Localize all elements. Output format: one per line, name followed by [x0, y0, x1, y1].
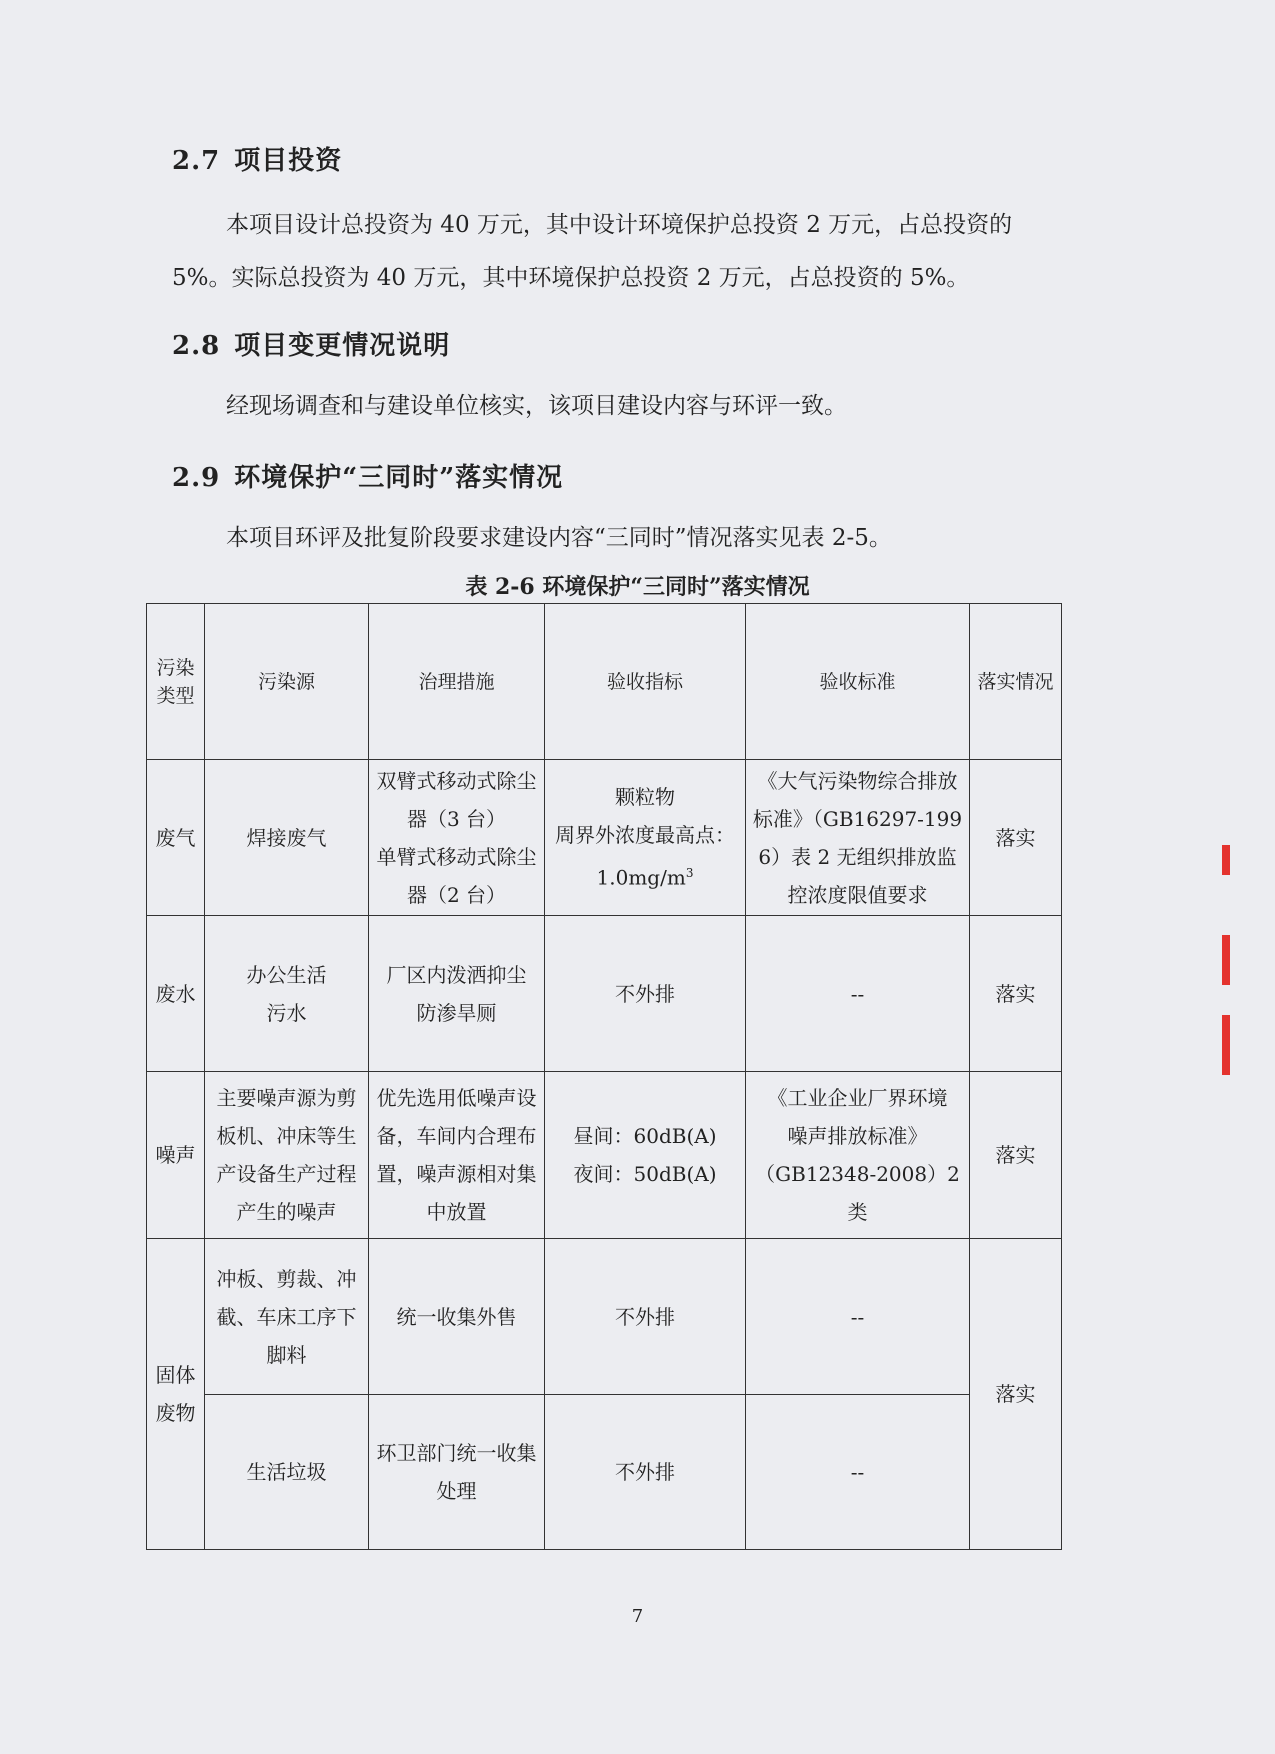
- pollution-type-cell: [147, 1239, 205, 1550]
- section-number: 2.8: [172, 331, 221, 361]
- measure-line: 厂区内泼洒抑尘: [386, 962, 527, 987]
- seal-edge-mark: [1222, 845, 1230, 875]
- pollution-source-cell: 焊接废气: [205, 760, 369, 916]
- indicator-value: 1.0mg/m: [596, 865, 686, 890]
- treatment-measure-cell: 优先选用低噪声设备，车间内合理布置，噪声源相对集中放置: [369, 1072, 545, 1239]
- measure-line: 单臂式移动式除尘器（2 台）: [376, 844, 537, 907]
- treatment-measure-cell: 环卫部门统一收集处理: [369, 1395, 545, 1550]
- pollution-source-cell: 主要噪声源为剪板机、冲床等生产设备生产过程产生的噪声: [205, 1072, 369, 1239]
- pollution-source-cell: 生活垃圾: [205, 1395, 369, 1550]
- section-number: 2.7: [172, 146, 221, 176]
- header-acceptance-standard: 验收标准: [746, 604, 970, 760]
- acceptance-standard-cell: --: [746, 916, 970, 1072]
- table-row: [147, 1072, 1062, 1239]
- measure-line: 双臂式移动式除尘器（3 台）: [376, 768, 537, 831]
- table-row: [147, 1395, 1062, 1550]
- table-row: [147, 1239, 1062, 1395]
- treatment-measure-cell: 统一收集外售: [369, 1239, 545, 1395]
- indicator-superscript: 3: [685, 866, 694, 881]
- measure-line: 防渗旱厕: [416, 1000, 497, 1025]
- indicator-line: [548, 854, 742, 897]
- acceptance-indicator-cell: 不外排: [545, 1239, 746, 1395]
- pollution-type-cell: 废水: [147, 916, 205, 1072]
- pollution-type-cell: 噪声: [147, 1072, 205, 1239]
- seal-edge-mark: [1222, 935, 1230, 985]
- section-title: 环境保护“三同时”落实情况: [234, 463, 564, 493]
- type-line: 废物: [155, 1401, 196, 1425]
- table-row: [147, 760, 1062, 916]
- implementation-status-cell: 落实: [970, 760, 1062, 916]
- source-line: 污水: [266, 1000, 307, 1025]
- table-header-row: [147, 604, 1062, 760]
- acceptance-standard-cell: --: [746, 1395, 970, 1550]
- treatment-measure-cell: [369, 760, 545, 916]
- header-acceptance-indicator: 验收指标: [545, 604, 746, 760]
- three-simultaneous-table: [146, 603, 1062, 1550]
- section-title: 项目变更情况说明: [234, 331, 451, 361]
- indicator-line: 颗粒物: [615, 785, 675, 810]
- pollution-source-cell: [205, 916, 369, 1072]
- acceptance-indicator-cell: [545, 760, 746, 916]
- header-treatment-measure: 治理措施: [369, 604, 545, 760]
- change-paragraph: 经现场调查和与建设单位核实，该项目建设内容与环评一致。: [226, 393, 847, 419]
- seal-edge-mark: [1222, 1015, 1230, 1075]
- section-2-9-heading: [172, 457, 563, 494]
- indicator-line: 昼间：60dB(A): [573, 1124, 717, 1148]
- standard-line: 噪声排放标准》: [787, 1124, 928, 1148]
- section-number: 2.9: [172, 463, 221, 493]
- acceptance-standard-cell: 《大气污染物综合排放标准》（GB16297-1996）表 2 无组织排放监控浓度限值要求: [746, 760, 970, 916]
- standard-line: （GB12348-2008）2 类: [755, 1162, 960, 1224]
- acceptance-indicator-cell: 不外排: [545, 916, 746, 1072]
- type-line: 固体: [155, 1363, 196, 1387]
- implementation-status-cell: 落实: [970, 916, 1062, 1072]
- acceptance-indicator-cell: 不外排: [545, 1395, 746, 1550]
- acceptance-standard-cell: --: [746, 1239, 970, 1395]
- implementation-status-cell: 落实: [970, 1072, 1062, 1239]
- page-number: 7: [631, 1606, 644, 1627]
- section-title: 项目投资: [234, 146, 343, 176]
- acceptance-indicator-cell: [545, 1072, 746, 1239]
- indicator-line: 周界外浓度最高点：: [555, 823, 735, 848]
- implementation-status-cell: 落实: [970, 1239, 1062, 1550]
- acceptance-standard-cell: [746, 1072, 970, 1239]
- investment-paragraph: 本项目设计总投资为 40 万元，其中设计环境保护总投资 2 万元，占总投资的 5%。实际总投资为 40 万元，其中环境保护总投资 2 万元，占总投资的 5%。: [172, 212, 1013, 291]
- section-2-7-heading: [172, 140, 342, 177]
- header-implementation-status: 落实情况: [970, 604, 1062, 760]
- header-pollution-source: 污染源: [205, 604, 369, 760]
- table-caption: 表 2-6 环境保护“三同时”落实情况: [465, 574, 810, 600]
- pollution-source-cell: 冲板、剪裁、冲截、车床工序下脚料: [205, 1239, 369, 1395]
- standard-line: 《工业企业厂界环境: [767, 1086, 948, 1110]
- header-pollution-type: 污染类型: [147, 604, 205, 760]
- pollution-type-cell: 废气: [147, 760, 205, 916]
- section-2-8-heading: [172, 325, 450, 362]
- treatment-measure-cell: [369, 916, 545, 1072]
- three-simultaneous-paragraph: 本项目环评及批复阶段要求建设内容“三同时”情况落实见表 2-5。: [226, 525, 892, 551]
- source-line: 办公生活: [246, 962, 327, 987]
- indicator-line: 夜间：50dB(A): [573, 1162, 717, 1186]
- table-row: [147, 916, 1062, 1072]
